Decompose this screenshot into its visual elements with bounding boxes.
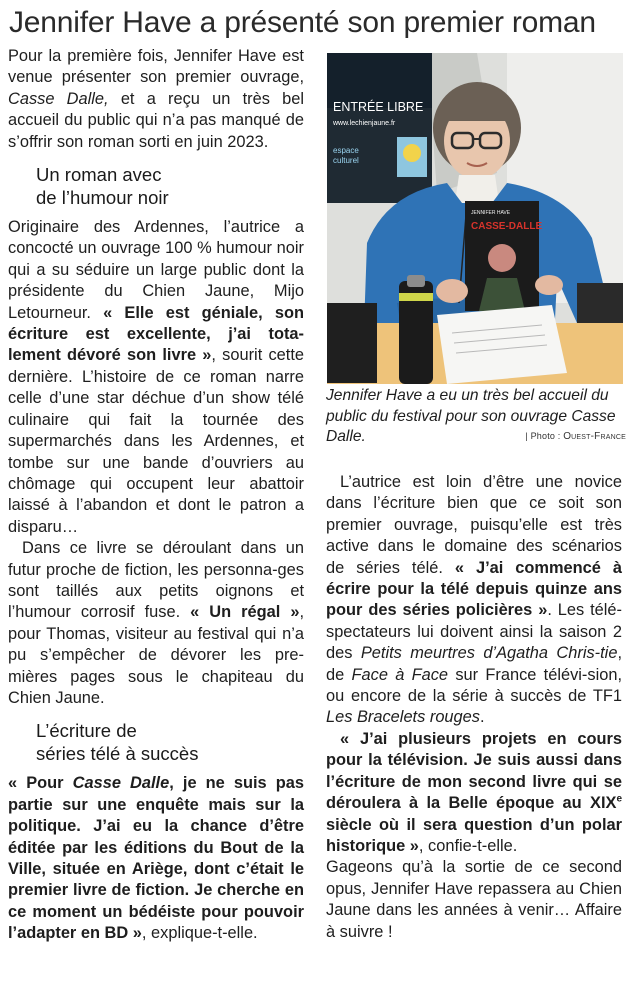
subheading-2 [36,719,304,765]
pig-icon [488,244,516,272]
photo-caption [326,386,626,448]
poster-text-3: espace [333,146,359,155]
subheading-1-line-2: de l’humour noir [36,187,169,209]
subheading-2-line-2: séries télé à succès [36,743,199,765]
p5-quote-1: « J’ai plusieurs projets en cours pour la télévision. Je suis aussi dans l’écriture de mon second livre qui se déroulera à la Belle époque au XIX [326,729,622,813]
paragraph-4 [326,472,622,729]
p3-quote: , je ne suis pas partie sur une enquête mais sur la politique. J’ai eu la chance d’être éditée par les éditions du Bout de la Ville, située en Ariège, dont c’était le premier livre de fiction. Je cherche en ce moment un bédéiste pour pouvoir l’adapter en BD » [8,774,305,943]
p5-quote-2: siècle où il sera question d’un polar historique » [326,815,622,855]
p4-quote: « J’ai commencé à écrire pour la télé depuis quinze ans pour des séries policières » [326,558,622,620]
p1-text-2: , sourit cette dernière. L’histoire de ce roman narre celle d’une star déchue d’un show télé culinaire qui fait la tournée des supermarchés dans les Ardennes, et tombe sur une bande d’ouvriers au chômage qui occupent leur abattoir laissé à l’abandon et dont le patron a disparu… [8,346,304,536]
paragraph-3 [8,773,304,944]
book-author-text: JENNIFER HAVE [471,210,511,216]
p2-text-2: , pour Thomas, visiteur au festival qui n’a pu s’empêcher de dévorer les pre-mières pages sous le chapiteau du Chien Jaune. [8,603,304,707]
p3-book-title: Casse Dalle [72,774,170,793]
subheading-1 [36,163,304,209]
paragraph-5 [326,729,622,857]
headline: Jennifer Have a présenté son premier roman [9,6,596,39]
credit-source: Ouest-France [563,431,626,442]
caption-text: Jennifer Have a eu un très bel accueil du public du festival pour son ouvrage Casse Dalle. [326,387,616,445]
paragraph-1 [8,217,304,538]
p4-text-3: , de [326,644,623,684]
poster-text-4: culturel [333,156,359,165]
subheading-2-line-1: L’écriture de [36,720,137,742]
left-column [8,46,304,945]
p3-quote-open: « Pour [8,774,73,793]
p3-text-end: , explique-t-elle. [141,924,258,943]
p4-text-5: . [479,708,485,727]
p4-series-2: Face à Face [351,665,449,684]
p1-quote: « Elle est géniale, son écriture est excellente, j’ai tota-lement dévoré son livre » [8,303,304,365]
paragraph-6: Gageons qu’à la sortie de ce second opus, Jennifer Have repassera au Chien Jaune dans les années à venir… Affaire à suivre ! [326,858,622,941]
book-title-text: CASSE-DALLE [471,221,543,232]
paragraph-2 [8,538,304,709]
p4-series-1: Petits meurtres d’Agatha Chris-tie [360,644,618,663]
intro-text-2: et a reçu un très bel accueil du public qui n’a pas manqué de s’offrir son roman sorti en juin 2023. [8,89,305,151]
p5-text: , confie-t-elle. [418,836,518,855]
p2-text-1: Dans ce livre se déroulant dans un futur proche de fiction, les personna-ges sont taillés aux petits oignons et l’humour corrosif fuse. [8,539,304,622]
subheading-1-line-1: Un roman avec [36,164,162,186]
p5-superscript: e [616,793,622,805]
p4-text-4: sur France télévi-sion, ou encore de la série à succès de TF1 [326,665,622,706]
p2-quote: « Un régal » [190,603,300,622]
intro-text-1: Pour la première fois, Jennifer Have est venue présenter son premier ouvrage, [8,47,304,87]
poster-text-1: ENTRÉE LIBRE [333,100,424,114]
intro-paragraph [8,46,304,153]
p1-text-1: Originaire des Ardennes, l’autrice a concocté un ouvrage 100 % humour noir qui a su séduire un large public dont la présidente du Chien Jaune, Mijo Letourneur. [8,218,304,322]
p4-text-2: . Les télé-spectateurs lui doivent ainsi la saison 2 des [326,601,622,663]
article-photo [327,53,623,384]
p4-text-1: L’autrice est loin d’être une novice dans l’écriture bien que ce soit son premier ouvrage, puisqu’elle est très active dans le domaine des scénarios de séries télé. [326,473,622,577]
photo-illustration [327,53,623,384]
book-title-italic: Casse Dalle, [8,89,109,108]
right-column [326,472,622,943]
p4-series-3: Les Bracelets rouges [326,708,480,727]
credit-prefix: | Photo : [525,431,564,441]
photo-credit [525,426,626,448]
poster-text-2: www.lechienjaune.fr [333,120,396,127]
